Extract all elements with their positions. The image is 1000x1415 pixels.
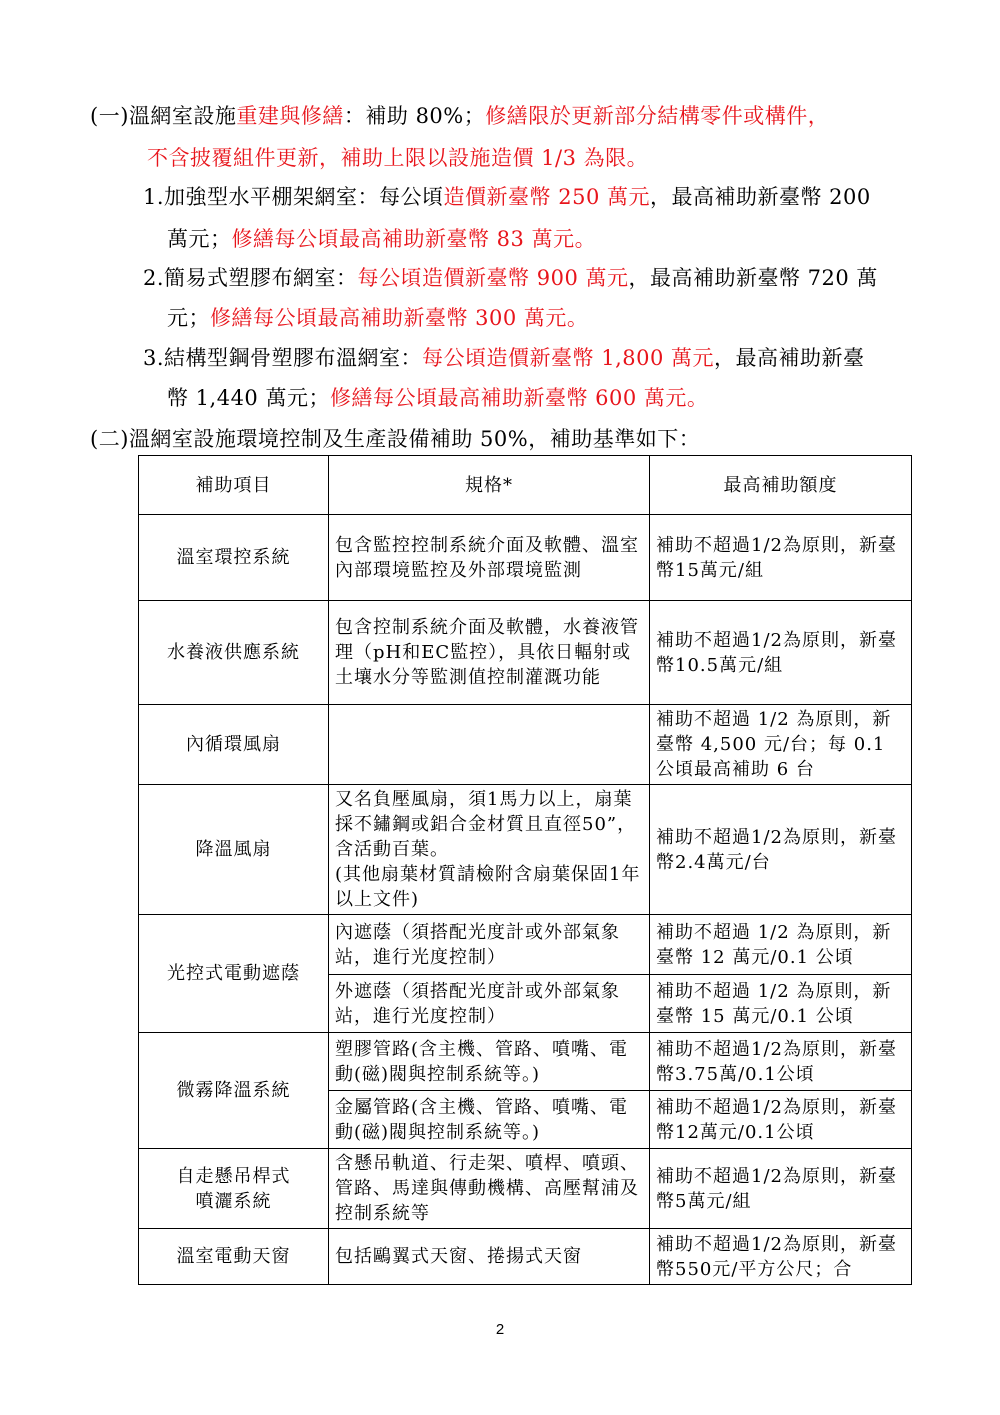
table-row: [139, 785, 912, 915]
row-spec: 包含監控控制系統介面及軟體、溫室內部環境監控及外部環境監測: [329, 515, 650, 601]
row-spec: 含懸吊軌道、行走架、噴桿、噴頭、管路、馬達與傳動機構、高壓幫浦及控制系統等: [329, 1149, 650, 1229]
item3-line2: [167, 383, 708, 413]
table-row: [139, 515, 912, 601]
row-amount: 補助不超過 1/2 為原則，新臺幣 15 萬元/0.1 公頃: [650, 975, 912, 1033]
row-item: 溫室環控系統: [139, 515, 329, 601]
row-item: 降溫風扇: [139, 785, 329, 915]
row-item: 溫室電動天窗: [139, 1229, 329, 1285]
item2-lead: 2.簡易式塑膠布網室：: [143, 266, 358, 290]
item3-tail: ，最高補助新臺: [714, 346, 865, 370]
item2-red1: 每公頃造價新臺幣 900 萬元: [357, 266, 629, 290]
header-spec: 規格*: [329, 456, 650, 515]
item1-tail: ，最高補助新臺幣 200: [649, 185, 871, 209]
table-row: [139, 601, 912, 705]
table-row: [139, 915, 912, 975]
row-amount: 補助不超過1/2為原則，新臺幣15萬元/組: [650, 515, 912, 601]
item3-line1: [143, 343, 865, 373]
item2-tail: ，最高補助新臺幣 720 萬: [628, 266, 878, 290]
row-spec: 包含控制系統介面及軟體，水養液管理（pH和EC監控），具依日輻射或土壤水分等監測值控制灌溉功能: [329, 601, 650, 705]
item2-line2: [167, 303, 588, 333]
para1-line2: 不含披覆組件更新，補助上限以設施造價 1/3 為限。: [147, 146, 649, 170]
item2-red2: 修繕每公頃最高補助新臺幣 300 萬元。: [210, 306, 589, 330]
row-spec-main: 又名負壓風扇，須1馬力以上，扇葉採不鏽鋼或鋁合金材質且直徑50”，含活動百葉。: [335, 789, 637, 860]
row-amount: 補助不超過 1/2 為原則，新臺幣 12 萬元/0.1 公頃: [650, 915, 912, 975]
row-amount: 補助不超過1/2為原則，新臺幣3.75萬/0.1公頃: [650, 1033, 912, 1091]
item3-lead: 3.結構型鋼骨塑膠布溫網室：: [143, 346, 423, 370]
row-spec: 內遮蔭（須搭配光度計或外部氣象站，進行光度控制）: [329, 915, 650, 975]
row-spec: [329, 705, 650, 785]
item1-red2: 修繕每公頃最高補助新臺幣 83 萬元。: [231, 227, 597, 251]
row-item-line1: 自走懸吊桿式: [176, 1165, 291, 1187]
para2-heading: (二)溫網室設施環境控制及生產設備補助 50%，補助基準如下：: [90, 427, 701, 451]
item1-line2: [167, 224, 596, 254]
row-amount: 補助不超過1/2為原則，新臺幣550元/平方公尺；合: [650, 1229, 912, 1285]
row-amount: 補助不超過1/2為原則，新臺幣10.5萬元/組: [650, 601, 912, 705]
table-row: [139, 1033, 912, 1091]
row-item: 內循環風扇: [139, 705, 329, 785]
row-amount: 補助不超過1/2為原則，新臺幣2.4萬元/台: [650, 785, 912, 915]
item3-red1: 每公頃造價新臺幣 1,800 萬元: [422, 346, 715, 370]
table-row: [139, 1149, 912, 1229]
row-amount: 補助不超過 1/2 為原則，新臺幣 4,500 元/台；每 0.1 公頃最高補助 6 台: [650, 705, 912, 785]
row-spec-note: (其他扇葉材質請檢附含扇葉保固1年以上文件): [335, 864, 641, 910]
subsidy-table: [138, 455, 912, 1285]
table-row: [139, 1229, 912, 1285]
row-item: 微霧降溫系統: [139, 1033, 329, 1149]
item1-red1: 造價新臺幣 250 萬元: [443, 185, 650, 209]
item1-cont: 萬元；: [167, 227, 232, 251]
item2-cont: 元；: [167, 306, 210, 330]
row-item-line2: 噴灑系統: [195, 1190, 272, 1212]
page-number: 2: [495, 1321, 505, 1338]
para1-mid: ：補助 80%；: [343, 104, 486, 128]
para1-line1: [90, 101, 829, 131]
para1-red1: 重建與修繕: [236, 104, 344, 128]
item1-lead: 1.加強型水平棚架網室：每公頃: [143, 185, 444, 209]
para1-red2: 修繕限於更新部分結構零件或構件，: [485, 104, 830, 128]
row-spec: 塑膠管路(含主機、管路、噴嘴、電動(磁)閥與控制系統等。): [329, 1033, 650, 1091]
header-item: 補助項目: [139, 456, 329, 515]
row-spec: 金屬管路(含主機、管路、噴嘴、電動(磁)閥與控制系統等。): [329, 1091, 650, 1149]
row-item: 水養液供應系統: [139, 601, 329, 705]
row-spec: 包括鷗翼式天窗、捲揚式天窗: [329, 1229, 650, 1285]
table-row: [139, 705, 912, 785]
item1-line1: [143, 182, 871, 212]
row-amount: 補助不超過1/2為原則，新臺幣5萬元/組: [650, 1149, 912, 1229]
row-item: [139, 1149, 329, 1229]
para1-prefix: (一)溫網室設施: [90, 104, 237, 128]
item3-red2: 修繕每公頃最高補助新臺幣 600 萬元。: [329, 386, 709, 410]
item3-cont: 幣 1,440 萬元；: [167, 386, 330, 410]
row-item: 光控式電動遮蔭: [139, 915, 329, 1033]
header-amount: 最高補助額度: [650, 456, 912, 515]
row-spec: 外遮蔭（須搭配光度計或外部氣象站，進行光度控制）: [329, 975, 650, 1033]
table-header-row: [139, 456, 912, 515]
row-spec: [329, 785, 650, 915]
item2-line1: [143, 263, 878, 293]
row-amount: 補助不超過1/2為原則，新臺幣12萬元/0.1公頃: [650, 1091, 912, 1149]
